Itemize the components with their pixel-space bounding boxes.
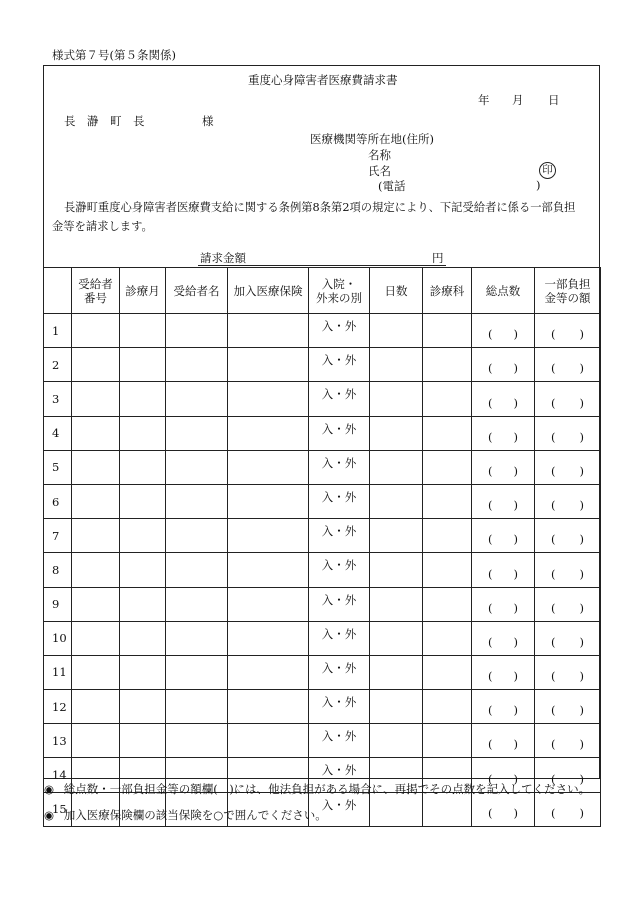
table-row (44, 484, 601, 518)
table-row (44, 587, 601, 621)
paren-open: ( (551, 566, 556, 581)
input-cell-insurance[interactable] (228, 553, 309, 587)
paren-open: ( (551, 532, 556, 547)
input-cell-recipient-number[interactable] (72, 655, 120, 689)
paren-open: ( (488, 703, 493, 718)
total-points-cell[interactable] (472, 519, 535, 553)
header-line: 診療月 (125, 283, 160, 298)
total-points-cell[interactable] (472, 484, 535, 518)
row-number: 4 (44, 416, 72, 450)
input-cell-days[interactable] (370, 690, 423, 724)
paren-close: ) (513, 361, 518, 376)
inout-cell[interactable]: 入・外 (309, 621, 370, 655)
input-cell-treatment-month[interactable] (120, 416, 166, 450)
row-number: 1 (44, 314, 72, 348)
input-cell-recipient-number[interactable] (72, 348, 120, 382)
input-cell-recipient-number[interactable] (72, 553, 120, 587)
row-number: 7 (44, 519, 72, 553)
paren-close: ) (579, 327, 584, 342)
copay-cell[interactable] (535, 416, 601, 450)
input-cell-treatment-month[interactable] (120, 690, 166, 724)
header-inpatient-outpatient (309, 268, 370, 314)
header-insurance (228, 268, 309, 314)
paren-close: ) (513, 532, 518, 547)
header-treatment-month (120, 268, 166, 314)
input-cell-recipient-number[interactable] (72, 621, 120, 655)
paren-close: ) (579, 771, 584, 786)
copay-cell[interactable] (535, 724, 601, 758)
input-cell-insurance[interactable] (228, 382, 309, 416)
input-cell-department[interactable] (423, 348, 472, 382)
paren-pair (472, 567, 534, 587)
paren-close: ) (579, 805, 584, 820)
paren-pair (535, 396, 600, 416)
paren-open: ( (551, 429, 556, 444)
paren-pair (472, 327, 534, 347)
input-cell-treatment-month[interactable] (120, 724, 166, 758)
input-cell-days[interactable] (370, 792, 423, 826)
input-cell-recipient-number[interactable] (72, 314, 120, 348)
table-row (44, 690, 601, 724)
paren-pair (535, 464, 600, 484)
copay-cell[interactable] (535, 690, 601, 724)
input-cell-days[interactable] (370, 587, 423, 621)
seal-mark (539, 162, 556, 179)
paren-close: ) (513, 634, 518, 649)
paren-pair (535, 737, 600, 757)
inout-cell[interactable]: 入・外 (309, 519, 370, 553)
copay-cell[interactable] (535, 484, 601, 518)
paren-close: ) (579, 532, 584, 547)
input-cell-department[interactable] (423, 724, 472, 758)
paren-open: ( (488, 361, 493, 376)
paren-close: ) (579, 566, 584, 581)
note-2-text: 加入医療保険欄の該当保険を○で囲んでください。 (63, 808, 327, 822)
paren-pair (472, 532, 534, 552)
paren-open: ( (488, 669, 493, 684)
row-number: 13 (44, 724, 72, 758)
input-cell-department[interactable] (423, 655, 472, 689)
header-row-no (44, 268, 72, 314)
paren-open: ( (551, 634, 556, 649)
paren-close: ) (513, 395, 518, 410)
row-number: 9 (44, 587, 72, 621)
input-cell-days[interactable] (370, 382, 423, 416)
bullet-icon: ◉ (44, 782, 55, 796)
claim-table (43, 267, 601, 827)
paren-open: ( (488, 429, 493, 444)
inout-cell[interactable]: 入・外 (309, 484, 370, 518)
header-copay-amount (535, 268, 601, 314)
input-cell-department[interactable] (423, 382, 472, 416)
provider-phone-close: ) (536, 178, 541, 192)
input-cell-recipient-name[interactable] (166, 621, 228, 655)
row-number: 3 (44, 382, 72, 416)
input-cell-treatment-month[interactable] (120, 484, 166, 518)
paren-pair (535, 806, 600, 826)
row-number: 2 (44, 348, 72, 382)
paren-pair (535, 327, 600, 347)
claim-amount-row (198, 250, 446, 266)
total-points-cell[interactable] (472, 382, 535, 416)
paren-open: ( (488, 600, 493, 615)
total-points-cell[interactable] (472, 621, 535, 655)
claim-amount-label: 請求金額 (200, 251, 246, 265)
claim-amount-unit: 円 (432, 251, 444, 265)
header-line: 総点数 (485, 283, 521, 298)
input-cell-days[interactable] (370, 416, 423, 450)
paren-open: ( (551, 703, 556, 718)
paren-pair (472, 806, 534, 826)
paren-close: ) (579, 737, 584, 752)
inout-cell[interactable]: 入・外 (309, 655, 370, 689)
header-recipient-number (72, 268, 120, 314)
paren-close: ) (513, 498, 518, 513)
paren-open: ( (551, 669, 556, 684)
paren-pair (535, 703, 600, 723)
input-cell-insurance[interactable] (228, 655, 309, 689)
paren-close: ) (579, 634, 584, 649)
table-row (44, 621, 601, 655)
input-cell-recipient-name[interactable] (166, 587, 228, 621)
total-points-cell[interactable] (472, 450, 535, 484)
input-cell-treatment-month[interactable] (120, 621, 166, 655)
input-cell-recipient-name[interactable] (166, 348, 228, 382)
paren-pair (535, 669, 600, 689)
copay-cell[interactable] (535, 450, 601, 484)
header-line: 金等の額 (544, 290, 591, 305)
input-cell-insurance[interactable] (228, 519, 309, 553)
paren-pair (472, 703, 534, 723)
table-header-row (44, 268, 601, 314)
input-cell-recipient-name[interactable] (166, 724, 228, 758)
header-line: 受給者名 (173, 283, 220, 298)
header-days (370, 268, 423, 314)
input-cell-insurance[interactable] (228, 416, 309, 450)
paren-pair (472, 430, 534, 450)
input-cell-department[interactable] (423, 314, 472, 348)
total-points-cell[interactable] (472, 416, 535, 450)
paren-pair (472, 737, 534, 757)
inout-cell[interactable]: 入・外 (309, 587, 370, 621)
paren-open: ( (551, 361, 556, 376)
input-cell-recipient-name[interactable] (166, 655, 228, 689)
input-cell-department[interactable] (423, 450, 472, 484)
paren-pair (535, 601, 600, 621)
input-cell-department[interactable] (423, 519, 472, 553)
date-year: 年 (478, 93, 490, 107)
table-row (44, 348, 601, 382)
table-row (44, 416, 601, 450)
paren-close: ) (513, 327, 518, 342)
inout-cell[interactable]: 入・外 (309, 553, 370, 587)
paren-close: ) (579, 463, 584, 478)
table-row (44, 519, 601, 553)
table-body (44, 314, 601, 827)
note-1-text: 総点数・一部負担金等の額欄( )には、他法負担がある場合に、再掲でその点数を記入してください。 (63, 782, 591, 796)
paren-open: ( (551, 327, 556, 342)
row-number: 12 (44, 690, 72, 724)
paren-open: ( (488, 634, 493, 649)
paren-pair (472, 601, 534, 621)
input-cell-treatment-month[interactable] (120, 587, 166, 621)
paren-pair (535, 430, 600, 450)
input-cell-recipient-number[interactable] (72, 587, 120, 621)
copay-cell[interactable] (535, 348, 601, 382)
input-cell-insurance[interactable] (228, 724, 309, 758)
header-line: 加入医療保険 (233, 283, 303, 298)
header-line: 入院・ (321, 276, 357, 291)
paren-open: ( (488, 327, 493, 342)
input-cell-treatment-month[interactable] (120, 519, 166, 553)
input-cell-recipient-name[interactable] (166, 690, 228, 724)
provider-phone-open: (電話 (378, 179, 406, 193)
input-cell-recipient-name[interactable] (166, 314, 228, 348)
input-cell-treatment-month[interactable] (120, 382, 166, 416)
header-line: 受給者 (78, 276, 113, 291)
total-points-cell[interactable] (472, 690, 535, 724)
copay-cell[interactable] (535, 382, 601, 416)
paren-open: ( (488, 737, 493, 752)
note-1 (44, 781, 590, 797)
paren-open: ( (488, 566, 493, 581)
input-cell-department[interactable] (423, 416, 472, 450)
paren-close: ) (579, 669, 584, 684)
paren-open: ( (488, 395, 493, 410)
paren-pair (535, 498, 600, 518)
paren-open: ( (551, 395, 556, 410)
input-cell-department[interactable] (423, 621, 472, 655)
row-number: 15 (44, 792, 72, 826)
inout-cell[interactable]: 入・外 (309, 416, 370, 450)
input-cell-recipient-name[interactable] (166, 416, 228, 450)
copay-cell[interactable] (535, 314, 601, 348)
paren-close: ) (579, 395, 584, 410)
header-line: 番号 (84, 290, 107, 305)
input-cell-insurance[interactable] (228, 690, 309, 724)
copay-cell[interactable] (535, 587, 601, 621)
input-cell-department[interactable] (423, 792, 472, 826)
paren-pair (472, 361, 534, 381)
paren-pair (472, 498, 534, 518)
input-cell-treatment-month[interactable] (120, 348, 166, 382)
inout-cell[interactable]: 入・外 (309, 724, 370, 758)
total-points-cell[interactable] (472, 348, 535, 382)
paren-pair (535, 635, 600, 655)
paren-close: ) (579, 703, 584, 718)
paren-pair (472, 464, 534, 484)
form-title: 重度心身障害者医療費請求書 (248, 73, 398, 87)
bullet-icon: ◉ (44, 808, 55, 822)
total-points-cell[interactable] (472, 314, 535, 348)
input-cell-recipient-number[interactable] (72, 724, 120, 758)
paren-pair (535, 532, 600, 552)
paren-close: ) (513, 703, 518, 718)
statement-line1: 長瀞町重度心身障害者医療費支給に関する条例第8条第2項の規定により、下記受給者に係る一部負担 (64, 201, 576, 214)
paren-close: ) (513, 805, 518, 820)
input-cell-recipient-number[interactable] (72, 484, 120, 518)
row-number: 14 (44, 758, 72, 792)
paren-open: ( (551, 498, 556, 513)
inout-cell[interactable]: 入・外 (309, 758, 370, 792)
inout-cell[interactable]: 入・外 (309, 690, 370, 724)
copay-cell[interactable] (535, 553, 601, 587)
paren-pair (535, 361, 600, 381)
input-cell-treatment-month[interactable] (120, 655, 166, 689)
paren-open: ( (488, 532, 493, 547)
header-line: 日数 (384, 283, 408, 298)
input-cell-days[interactable] (370, 621, 423, 655)
input-cell-treatment-month[interactable] (120, 553, 166, 587)
input-cell-recipient-number[interactable] (72, 690, 120, 724)
input-cell-insurance[interactable] (228, 314, 309, 348)
paren-open: ( (488, 498, 493, 513)
paren-pair (472, 669, 534, 689)
paren-close: ) (513, 600, 518, 615)
input-cell-recipient-number[interactable] (72, 450, 120, 484)
input-cell-department[interactable] (423, 484, 472, 518)
copay-cell[interactable] (535, 792, 601, 826)
input-cell-recipient-number[interactable] (72, 519, 120, 553)
paren-close: ) (579, 498, 584, 513)
input-cell-days[interactable] (370, 724, 423, 758)
paren-close: ) (513, 463, 518, 478)
row-number: 5 (44, 450, 72, 484)
header-line: 外来の別 (316, 290, 362, 305)
input-cell-recipient-name[interactable] (166, 382, 228, 416)
paren-close: ) (513, 737, 518, 752)
inout-cell[interactable]: 入・外 (309, 792, 370, 826)
date-day: 日 (548, 93, 560, 107)
input-cell-insurance[interactable] (228, 348, 309, 382)
input-cell-treatment-month[interactable] (120, 314, 166, 348)
paren-close: ) (513, 771, 518, 786)
input-cell-days[interactable] (370, 519, 423, 553)
paren-open: ( (551, 771, 556, 786)
input-cell-recipient-name[interactable] (166, 519, 228, 553)
paren-pair (472, 396, 534, 416)
table-row (44, 724, 601, 758)
input-cell-days[interactable] (370, 484, 423, 518)
inout-cell[interactable]: 入・外 (309, 450, 370, 484)
inout-cell[interactable]: 入・外 (309, 314, 370, 348)
table-row (44, 655, 601, 689)
paren-pair (472, 635, 534, 655)
input-cell-insurance[interactable] (228, 621, 309, 655)
input-cell-department[interactable] (423, 690, 472, 724)
header-line: 診療科 (429, 283, 465, 298)
paren-open: ( (551, 600, 556, 615)
provider-address-label: 医療機関等所在地(住所) (310, 132, 434, 146)
input-cell-recipient-number[interactable] (72, 416, 120, 450)
input-cell-insurance[interactable] (228, 450, 309, 484)
total-points-cell[interactable] (472, 587, 535, 621)
statement-line2: 金等を請求します。 (52, 220, 153, 233)
input-cell-treatment-month[interactable] (120, 450, 166, 484)
paren-close: ) (513, 429, 518, 444)
inout-cell[interactable]: 入・外 (309, 348, 370, 382)
input-cell-recipient-name[interactable] (166, 484, 228, 518)
input-cell-days[interactable] (370, 553, 423, 587)
copay-cell[interactable] (535, 621, 601, 655)
header-total-points (472, 268, 535, 314)
provider-person-label: 氏名 (368, 164, 391, 178)
paren-open: ( (551, 463, 556, 478)
seal-circle: 印 (539, 162, 556, 179)
table-row (44, 553, 601, 587)
form-number: 様式第７号(第５条関係) (52, 48, 176, 62)
input-cell-days[interactable] (370, 655, 423, 689)
table-row (44, 382, 601, 416)
paren-pair (535, 567, 600, 587)
paren-close: ) (579, 361, 584, 376)
total-points-cell[interactable] (472, 792, 535, 826)
header-recipient-name (166, 268, 228, 314)
paren-open: ( (551, 737, 556, 752)
total-points-cell[interactable] (472, 655, 535, 689)
copay-cell[interactable] (535, 519, 601, 553)
total-points-cell[interactable] (472, 553, 535, 587)
input-cell-recipient-number[interactable] (72, 382, 120, 416)
row-number: 10 (44, 621, 72, 655)
paren-open: ( (488, 805, 493, 820)
total-points-cell[interactable] (472, 724, 535, 758)
paren-close: ) (579, 600, 584, 615)
addressee: 長 瀞 町 長 様 (64, 114, 214, 128)
paren-close: ) (579, 429, 584, 444)
input-cell-department[interactable] (423, 553, 472, 587)
input-cell-insurance[interactable] (228, 587, 309, 621)
paren-close: ) (513, 566, 518, 581)
input-cell-days[interactable] (370, 450, 423, 484)
input-cell-days[interactable] (370, 348, 423, 382)
input-cell-recipient-name[interactable] (166, 553, 228, 587)
input-cell-days[interactable] (370, 314, 423, 348)
header-line: 一部負担 (544, 276, 591, 291)
table-row (44, 314, 601, 348)
note-2 (44, 807, 327, 823)
row-number: 11 (44, 655, 72, 689)
paren-open: ( (488, 771, 493, 786)
table-row (44, 450, 601, 484)
paren-open: ( (551, 805, 556, 820)
date-month: 月 (512, 93, 524, 107)
input-cell-insurance[interactable] (228, 484, 309, 518)
inout-cell[interactable]: 入・外 (309, 382, 370, 416)
row-number: 6 (44, 484, 72, 518)
paren-open: ( (488, 463, 493, 478)
row-number: 8 (44, 553, 72, 587)
copay-cell[interactable] (535, 655, 601, 689)
header-department (423, 268, 472, 314)
provider-name-label: 名称 (368, 148, 391, 162)
input-cell-recipient-name[interactable] (166, 450, 228, 484)
input-cell-department[interactable] (423, 587, 472, 621)
paren-close: ) (513, 669, 518, 684)
